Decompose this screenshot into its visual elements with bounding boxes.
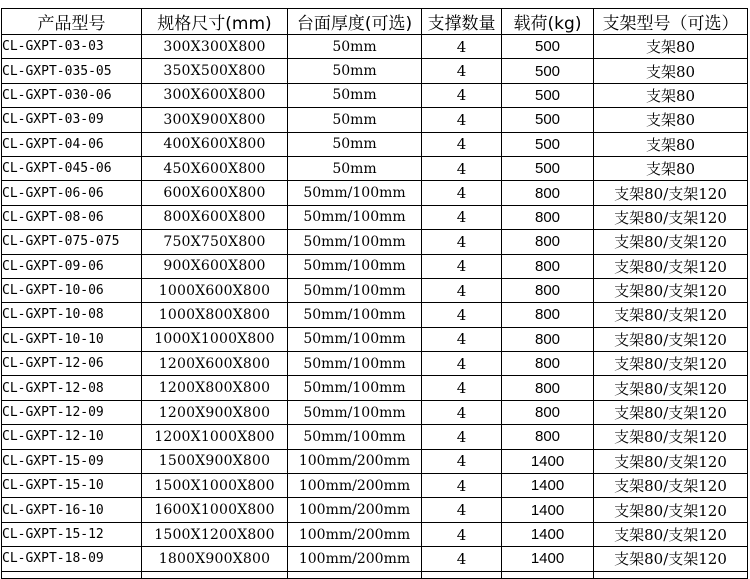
cell-support-count: 4 [422, 425, 502, 449]
cell-size: 1000X800X800 [142, 303, 288, 327]
cell-bracket: 支架80 [594, 59, 748, 83]
cell-thickness: 50mm [288, 83, 422, 107]
cell-load: 1400 [502, 547, 594, 571]
cell-load: 800 [502, 230, 594, 254]
cell-support-count: 4 [422, 352, 502, 376]
cell-load: 800 [502, 327, 594, 351]
cell-support-count: 4 [422, 108, 502, 132]
cell-model: CL-GXPT-075-075 [2, 230, 142, 254]
cell-model: CL-GXPT-18-09 [2, 547, 142, 571]
cell-support-count: 4 [422, 449, 502, 473]
cell-thickness: 50mm [288, 156, 422, 180]
header-thickness: 台面厚度(可选) [288, 9, 422, 35]
cell-thickness: 50mm/100mm [288, 400, 422, 424]
cell-bracket: 支架80/支架120 [594, 181, 748, 205]
table-row [2, 522, 748, 546]
cell-load: 1400 [502, 474, 594, 498]
cell-thickness: 100mm/200mm [288, 547, 422, 571]
cell-thickness: 50mm [288, 132, 422, 156]
cell-size: 450X600X800 [142, 156, 288, 180]
cell-size: 300X600X800 [142, 83, 288, 107]
cell-load: 500 [502, 132, 594, 156]
table-row [2, 108, 748, 132]
cell-empty [142, 571, 288, 578]
cell-model: CL-GXPT-12-08 [2, 376, 142, 400]
cell-size: 1000X600X800 [142, 278, 288, 302]
cell-size: 1200X900X800 [142, 400, 288, 424]
cell-load: 500 [502, 108, 594, 132]
table-row [2, 205, 748, 229]
cell-bracket: 支架80/支架120 [594, 547, 748, 571]
cell-size: 350X500X800 [142, 59, 288, 83]
cell-support-count: 4 [422, 522, 502, 546]
header-load: 载荷(kg) [502, 9, 594, 35]
cell-thickness: 50mm/100mm [288, 278, 422, 302]
cell-bracket: 支架80/支架120 [594, 278, 748, 302]
cell-model: CL-GXPT-03-03 [2, 35, 142, 59]
cell-thickness: 50mm [288, 59, 422, 83]
cell-support-count: 4 [422, 498, 502, 522]
cell-model: CL-GXPT-16-10 [2, 498, 142, 522]
cell-thickness: 50mm/100mm [288, 425, 422, 449]
cell-bracket: 支架80 [594, 132, 748, 156]
cell-thickness: 50mm/100mm [288, 230, 422, 254]
cell-support-count: 4 [422, 230, 502, 254]
table-row [2, 278, 748, 302]
cell-size: 1200X600X800 [142, 352, 288, 376]
cell-load: 500 [502, 156, 594, 180]
cell-bracket: 支架80/支架120 [594, 425, 748, 449]
cell-model: CL-GXPT-15-10 [2, 474, 142, 498]
cell-bracket: 支架80 [594, 35, 748, 59]
cell-size: 600X600X800 [142, 181, 288, 205]
cell-bracket: 支架80 [594, 83, 748, 107]
cell-bracket: 支架80/支架120 [594, 400, 748, 424]
header-model: 产品型号 [2, 9, 142, 35]
cell-load: 800 [502, 376, 594, 400]
cell-load: 800 [502, 181, 594, 205]
cell-load: 800 [502, 205, 594, 229]
cell-size: 750X750X800 [142, 230, 288, 254]
cell-support-count: 4 [422, 205, 502, 229]
cell-model: CL-GXPT-10-10 [2, 327, 142, 351]
table-row [2, 156, 748, 180]
cell-size: 1500X1000X800 [142, 474, 288, 498]
cell-thickness: 100mm/200mm [288, 474, 422, 498]
cell-support-count: 4 [422, 376, 502, 400]
cell-thickness: 100mm/200mm [288, 522, 422, 546]
table-row [2, 474, 748, 498]
cell-model: CL-GXPT-09-06 [2, 254, 142, 278]
cell-size: 900X600X800 [142, 254, 288, 278]
table-body [2, 35, 748, 579]
table-row [2, 376, 748, 400]
cell-thickness: 50mm/100mm [288, 303, 422, 327]
cell-support-count: 4 [422, 156, 502, 180]
cell-load: 500 [502, 35, 594, 59]
cell-model: CL-GXPT-06-06 [2, 181, 142, 205]
cell-thickness: 50mm [288, 108, 422, 132]
cell-load: 1400 [502, 522, 594, 546]
cell-model: CL-GXPT-035-05 [2, 59, 142, 83]
table-row [2, 254, 748, 278]
cell-bracket: 支架80/支架120 [594, 522, 748, 546]
cell-support-count: 4 [422, 400, 502, 424]
table-row [2, 230, 748, 254]
cell-thickness: 50mm/100mm [288, 327, 422, 351]
header-support-count: 支撑数量 [422, 9, 502, 35]
cell-model: CL-GXPT-08-06 [2, 205, 142, 229]
cell-size: 1000X1000X800 [142, 327, 288, 351]
header-row [2, 9, 748, 35]
cell-support-count: 4 [422, 474, 502, 498]
cell-model: CL-GXPT-03-09 [2, 108, 142, 132]
cell-size: 1500X1200X800 [142, 522, 288, 546]
header-bracket: 支架型号（可选） [594, 9, 748, 35]
cell-size: 300X900X800 [142, 108, 288, 132]
cell-thickness: 50mm [288, 35, 422, 59]
cell-support-count: 4 [422, 547, 502, 571]
cell-size: 300X300X800 [142, 35, 288, 59]
cell-support-count: 4 [422, 254, 502, 278]
table-row [2, 327, 748, 351]
cell-support-count: 4 [422, 181, 502, 205]
cell-load: 800 [502, 425, 594, 449]
cell-load: 800 [502, 400, 594, 424]
cell-thickness: 100mm/200mm [288, 498, 422, 522]
cell-model: CL-GXPT-15-12 [2, 522, 142, 546]
table-row [2, 35, 748, 59]
table-row [2, 547, 748, 571]
cell-size: 1500X900X800 [142, 449, 288, 473]
cell-bracket: 支架80/支架120 [594, 449, 748, 473]
cell-load: 800 [502, 303, 594, 327]
header-size: 规格尺寸(mm) [142, 9, 288, 35]
table-row [2, 181, 748, 205]
cell-bracket: 支架80/支架120 [594, 376, 748, 400]
table-row [2, 352, 748, 376]
table-row [2, 132, 748, 156]
cell-load: 500 [502, 83, 594, 107]
table-row [2, 83, 748, 107]
cell-load: 1400 [502, 498, 594, 522]
table-row [2, 303, 748, 327]
cell-bracket: 支架80/支架120 [594, 498, 748, 522]
table-row [2, 449, 748, 473]
cell-size: 800X600X800 [142, 205, 288, 229]
cell-bracket: 支架80/支架120 [594, 254, 748, 278]
cell-size: 1200X1000X800 [142, 425, 288, 449]
cell-bracket: 支架80/支架120 [594, 327, 748, 351]
cell-model: CL-GXPT-10-08 [2, 303, 142, 327]
cell-load: 800 [502, 352, 594, 376]
spec-table [1, 8, 748, 579]
cell-bracket: 支架80/支架120 [594, 352, 748, 376]
table-row-partial [2, 571, 748, 578]
cell-thickness: 50mm/100mm [288, 352, 422, 376]
cell-support-count: 4 [422, 59, 502, 83]
cell-bracket: 支架80/支架120 [594, 474, 748, 498]
cell-thickness: 50mm/100mm [288, 205, 422, 229]
cell-empty [288, 571, 422, 578]
cell-size: 1800X900X800 [142, 547, 288, 571]
cell-bracket: 支架80/支架120 [594, 205, 748, 229]
cell-empty [2, 571, 142, 578]
cell-thickness: 100mm/200mm [288, 449, 422, 473]
cell-model: CL-GXPT-10-06 [2, 278, 142, 302]
cell-empty [502, 571, 594, 578]
table-row [2, 400, 748, 424]
cell-model: CL-GXPT-12-09 [2, 400, 142, 424]
cell-size: 400X600X800 [142, 132, 288, 156]
cell-support-count: 4 [422, 132, 502, 156]
cell-empty [594, 571, 748, 578]
cell-load: 800 [502, 254, 594, 278]
cell-bracket: 支架80 [594, 156, 748, 180]
cell-model: CL-GXPT-12-06 [2, 352, 142, 376]
cell-bracket: 支架80 [594, 108, 748, 132]
cell-model: CL-GXPT-15-09 [2, 449, 142, 473]
table-row [2, 425, 748, 449]
cell-size: 1200X800X800 [142, 376, 288, 400]
cell-model: CL-GXPT-045-06 [2, 156, 142, 180]
cell-size: 1600X1000X800 [142, 498, 288, 522]
cell-empty [422, 571, 502, 578]
cell-support-count: 4 [422, 303, 502, 327]
cell-load: 1400 [502, 449, 594, 473]
cell-support-count: 4 [422, 35, 502, 59]
cell-thickness: 50mm/100mm [288, 254, 422, 278]
cell-load: 800 [502, 278, 594, 302]
cell-model: CL-GXPT-030-06 [2, 83, 142, 107]
cell-load: 500 [502, 59, 594, 83]
cell-thickness: 50mm/100mm [288, 181, 422, 205]
cell-bracket: 支架80/支架120 [594, 230, 748, 254]
cell-thickness: 50mm/100mm [288, 376, 422, 400]
table-row [2, 59, 748, 83]
cell-model: CL-GXPT-12-10 [2, 425, 142, 449]
table-row [2, 498, 748, 522]
cell-support-count: 4 [422, 83, 502, 107]
cell-model: CL-GXPT-04-06 [2, 132, 142, 156]
cell-support-count: 4 [422, 327, 502, 351]
cell-support-count: 4 [422, 278, 502, 302]
cell-bracket: 支架80/支架120 [594, 303, 748, 327]
